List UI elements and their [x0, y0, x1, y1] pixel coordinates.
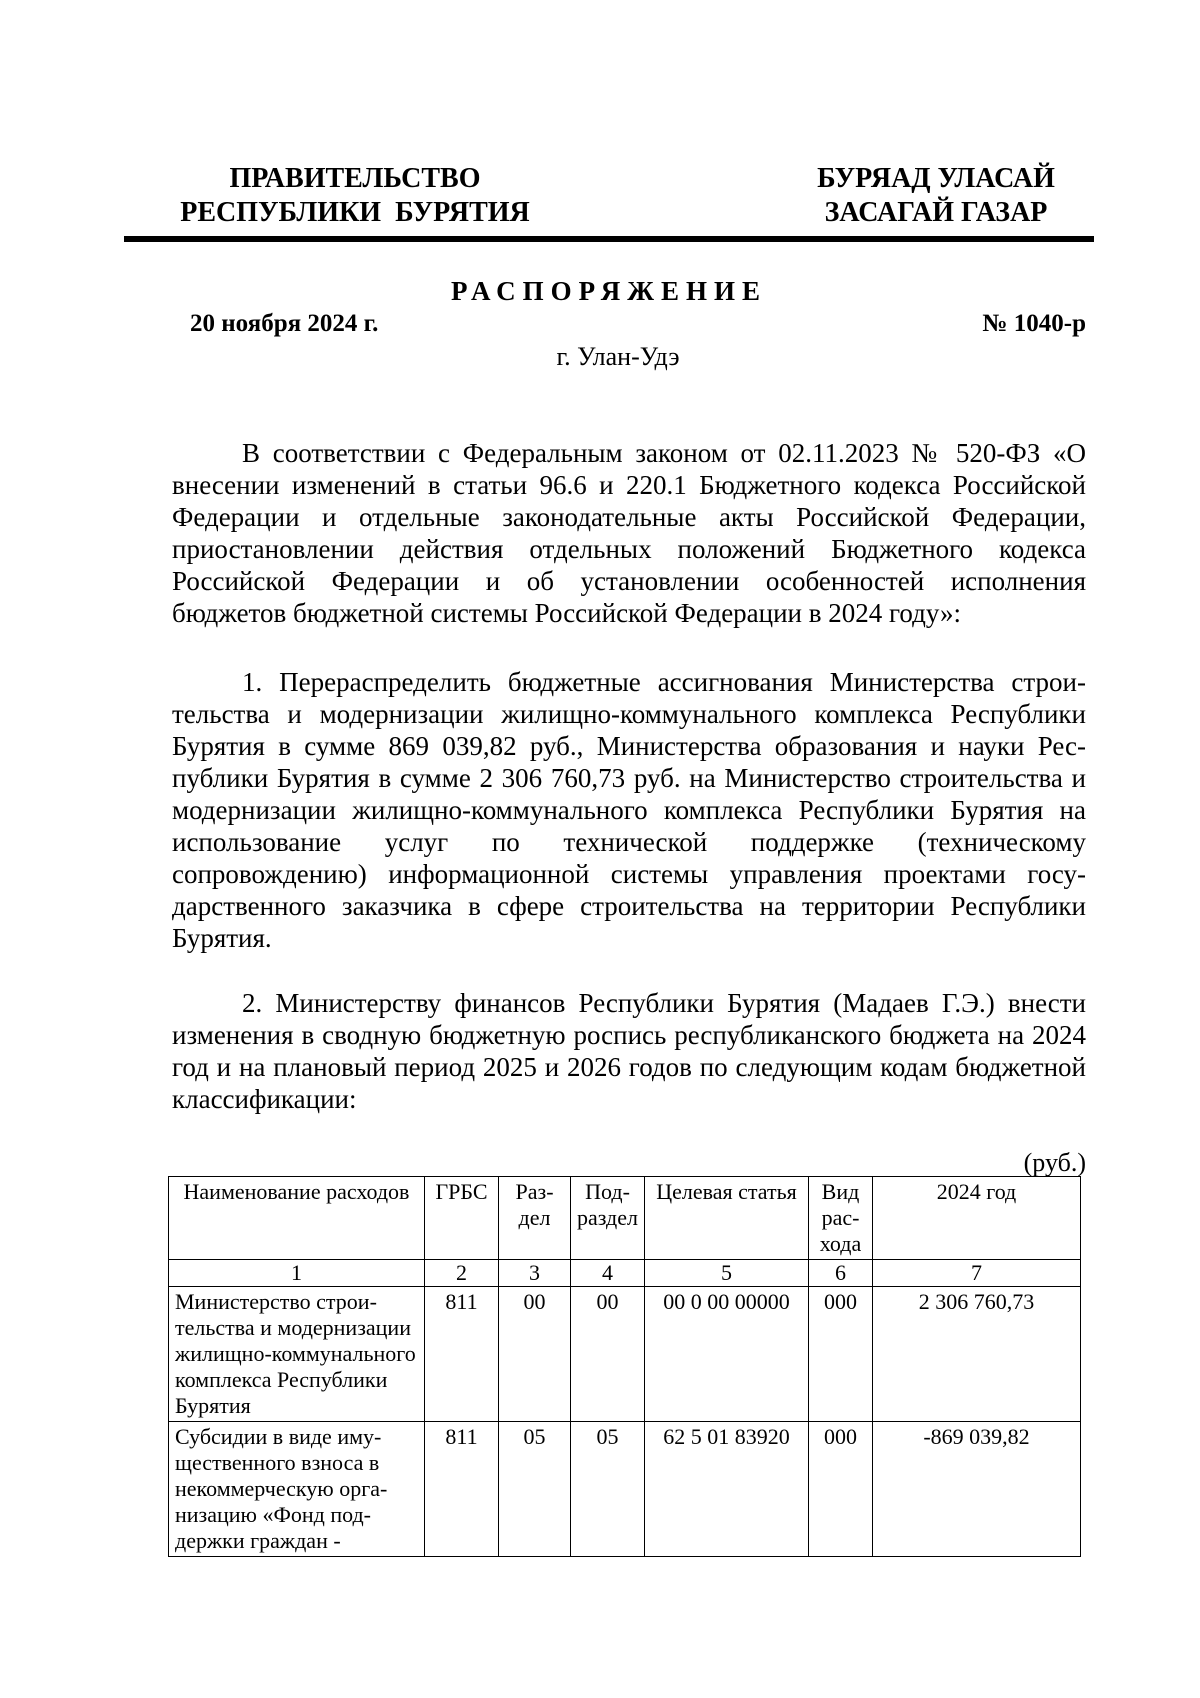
- table-row: [169, 1287, 1081, 1422]
- row-podrazdel-cell: 00: [571, 1287, 645, 1422]
- row-razdel-cell: 05: [499, 1422, 571, 1557]
- letterhead-russian-line1: ПРАВИТЕЛЬСТВО: [229, 163, 481, 194]
- row-vid-cell: 000: [809, 1422, 873, 1557]
- row-name-cell: Министерство строительства и модернизации жилищно-коммунального комплекса Республики Бурятия: [169, 1287, 425, 1422]
- row-name-cell: Субсидии в виде имущественного взноса в некоммерческую организацию «Фонд поддержки граждан -: [169, 1422, 425, 1557]
- table-header-row: [169, 1177, 1081, 1260]
- letterhead-buryat-line2: ЗАСАГАЙ ГАЗАР: [824, 197, 1048, 228]
- letterhead-buryat-line1: БУРЯАД УЛАСАЙ: [817, 163, 1055, 194]
- document-number: № 1040-р: [982, 310, 1086, 337]
- index-cell: 7: [873, 1260, 1081, 1287]
- index-cell: 3: [499, 1260, 571, 1287]
- document-date: 20 ноября 2024 г.: [190, 310, 379, 337]
- document-meta: [190, 307, 1086, 341]
- row-amount-cell: -869 039,82: [873, 1422, 1081, 1557]
- letterhead-russian-line2: РЕСПУБЛИКИ БУРЯТИЯ: [180, 197, 530, 228]
- letterhead-russian: [170, 162, 540, 230]
- index-cell: 4: [571, 1260, 645, 1287]
- table-row: [169, 1422, 1081, 1557]
- col-header-year: 2024 год: [873, 1177, 1081, 1260]
- header-divider: [124, 236, 1094, 242]
- row-razdel-cell: 00: [499, 1287, 571, 1422]
- clause-2-paragraph: 2. Министерству финансов Республики Бурятия (Мадаев Г.Э.) внести изменения в сводную бюджетную роспись республиканского бюджета на 2024 год и на плановый период 2025 и 2026 годов по следующим кодам бюджетной классификации:: [172, 988, 1086, 1114]
- document-title: РАСПОРЯЖЕНИЕ: [450, 276, 768, 306]
- index-cell: 6: [809, 1260, 873, 1287]
- col-header-vid: Вид расхода: [809, 1177, 873, 1260]
- letterhead-buryat: [786, 162, 1086, 230]
- row-target-cell: 62 5 01 83920: [645, 1422, 809, 1557]
- letterhead: [170, 162, 1086, 228]
- row-grbs-cell: 811: [425, 1287, 499, 1422]
- col-header-target: Целевая статья: [645, 1177, 809, 1260]
- row-amount-cell: 2 306 760,73: [873, 1287, 1081, 1422]
- index-cell: 5: [645, 1260, 809, 1287]
- index-cell: 2: [425, 1260, 499, 1287]
- row-vid-cell: 000: [809, 1287, 873, 1422]
- col-header-razdel: Раздел: [499, 1177, 571, 1260]
- budget-table: [168, 1176, 1081, 1557]
- table-index-row: [169, 1260, 1081, 1287]
- index-cell: 1: [169, 1260, 425, 1287]
- row-grbs-cell: 811: [425, 1422, 499, 1557]
- col-header-podrazdel: Подраздел: [571, 1177, 645, 1260]
- row-target-cell: 00 0 00 00000: [645, 1287, 809, 1422]
- row-podrazdel-cell: 05: [571, 1422, 645, 1557]
- table-unit-label: (руб.): [1023, 1148, 1086, 1177]
- col-header-grbs: ГРБС: [425, 1177, 499, 1260]
- preamble-paragraph: В соответствии с Федеральным законом от 02.11.2023 № 520-ФЗ «О внесении изменений в статьи 96.6 и 220.1 Бюджетного кодекса Российской Федерации и отдельные законодательные акты Российской Федерации, приостановлении действия отдельных положений Бюджетного кодекса Российской Федерации и об установлении особенностей исполнения бюджетов бюджетной системы Российской Федерации в 2024 году»:: [172, 438, 1086, 628]
- clause-1-paragraph: 1. Перераспределить бюджетные ассигнования Министерства строительства и модернизации жилищно-коммунального комплекса Республики Бурятия в сумме 869 039,82 руб., Министерства образования и науки Республики Бурятия в сумме 2 306 760,73 руб. на Министерство строительства и модернизации жилищно-коммунального комплекса Республики Бурятия на использование услуг по технической поддержке (техническому сопровождению) информационной системы управления проектами государственного заказчика в сфере строительства на территории Республики Бурятия.: [172, 667, 1086, 953]
- col-header-name: Наименование расходов: [169, 1177, 425, 1260]
- document-city: г. Улан-Удэ: [556, 342, 680, 371]
